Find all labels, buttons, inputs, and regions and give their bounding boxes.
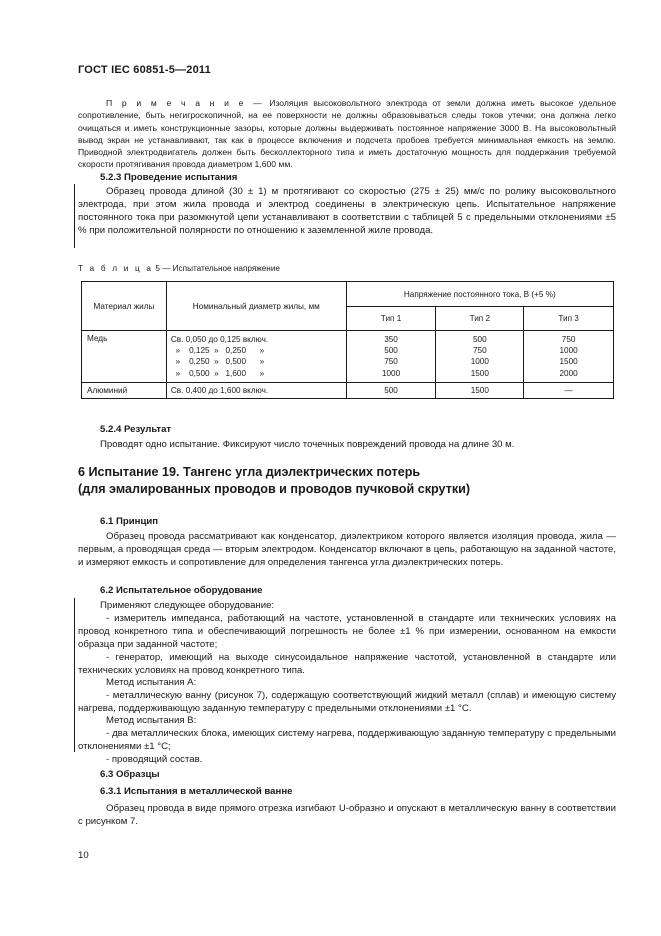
table-cell-material: Медь [82,331,167,383]
table-header-type-3: Тип 3 [524,307,614,331]
section-6-3-title: 6.3 Образцы [100,769,160,780]
table-row [82,383,614,399]
section-5-2-4-text: Проводят одно испытание. Фиксируют число точечных повреждений провода на длине 30 м. [100,439,515,450]
table-caption-label: Т а б л и ц а [78,264,154,273]
table-caption-text: 5 — Испытательное напряжение [153,264,280,273]
table-header-type-1: Тип 1 [346,307,436,331]
section-6-1-text: Образец провода рассматривают как конденсатор, диэлектриком которого является изоляция провода, жила — первым, а проводящая среда — вторым электродом. Конденсатор включают в цепь, работающую на заданной частоте, и измеряют емкость и сопротивление для определения тангенса угла диэлектрических потерь. [78,531,616,568]
table-5-caption [78,264,280,273]
change-bar [74,598,75,752]
section-6-2-item-2: - генератор, имеющий на выходе синусоидальное напряжение частотой, установленной в стандарте или технических условиях на провод конкретного типа. [78,652,616,676]
type-2-values: 500 750 1000 1500 [470,335,489,378]
page-number: 10 [78,850,89,861]
table-row [82,331,614,383]
section-6-3-1-text: Образец провода в виде прямого отрезка изгибают U-образно и опускают в металлическую ванну в соответствии с рисунком 7. [78,803,616,827]
change-bar [74,184,75,248]
section-6-2-intro: Применяют следующее оборудование: [100,600,275,611]
table-header-material: Материал жилы [82,282,167,331]
table-cell-type-1: 500 [346,383,436,399]
section-6-title [78,464,618,498]
section-6-title-line-2: (для эмалированных проводов и проводов пучковой скрутки) [78,482,471,496]
section-5-2-3-title: 5.2.3 Проведение испытания [100,172,238,183]
type-3-values: 750 1000 1500 2000 [559,335,578,378]
table-cell-type-3: — [524,383,614,399]
section-6-title-line-1: 6 Испытание 19. Тангенс угла диэлектрических потерь [78,465,421,479]
section-5-2-4-title: 5.2.4 Результат [100,424,172,435]
section-5-2-3-text: Образец провода длиной (30 ± 1) м протягивают со скоростью (275 ± 25) мм/с по ролику высоковольтного электрода, при этом жила провода и электрод соединены в электрическую цепь. Испытательное напряжение постоянного тока при разомкнутой цепи устанавливают в соответствии с таблицей 5 с предельными отклонениями ±5 % при положительной полярности по отношению к заземленной жиле провода. [78,186,616,236]
table-cell-material: Алюминий [82,383,167,399]
table-cell-type-2: 1500 [436,383,524,399]
table-cell-diameter: Св. 0,400 до 1,600 включ. [166,383,346,399]
method-b-item: - два металлических блока, имеющих систему нагрева, поддерживающую заданную температуру с предельными отклонениями ±1 °С; [78,728,616,752]
diameter-lines: Св. 0,050 до 0,125 включ. » 0,125 » 0,250 » » 0,250 » 0,500 » » 0,500 » 1,600 » [170,335,269,378]
section-6-2-item-1: - измеритель импеданса, работающий на частоте, установленной в стандарте или технических условиях на провод конкретного типа и обеспечивающий погрешность не более ±1 % при измерении, основанном на емкости образца при заданной частоте; [78,613,616,650]
type-1-values: 350 500 750 1000 [381,335,401,378]
section-6-1-title: 6.1 Принцип [100,516,159,527]
table-header-type-2: Тип 2 [436,307,524,331]
table-header-voltage: Напряжение постоянного тока, В (+5 %) [346,282,613,307]
table-cell-type-3 [524,331,614,383]
table-5 [81,281,614,399]
table-header-diameter: Номинальный диаметр жилы, мм [166,282,346,331]
table-cell-diameter [166,331,346,383]
note-paragraph [78,97,616,171]
method-b-item-2: - проводящий состав. [106,754,203,765]
section-6-2-title: 6.2 Испытательное оборудование [100,585,263,596]
note-text: Изоляция высоковольтного электрода от земли должна иметь высокое удельное сопротивление, быть негигроскопичной, на ее поверхности не должны образовываться следы токов утечки; она должна легко очищаться и иметь конструкционные зазоры, которые должны выдерживать постоянное напряжение 3000 В. На высоковольтный вывод экран не устанавливают, так как в процессе включения и подсчета пробоев требуется минимальная емкость на землю. Приводной электродвигатель должен быть бесколлекторного типа и иметь достаточную мощность для поддержания требуемой скорости протягивания провода диаметром 1,600 мм. [78,98,617,170]
table-cell-type-1 [346,331,436,383]
table-cell-type-2 [436,331,524,383]
document-header: ГОСТ IEC 60851-5—2011 [78,64,211,76]
section-6-3-1-title: 6.3.1 Испытания в металлической ванне [100,786,293,797]
note-label: П р и м е ч а н и е — [106,98,264,108]
method-a-item: - металлическую ванну (рисунок 7), содержащую соответствующий жидкий металл (сплав) и имеющую систему нагрева, поддерживающую заданную температуру с предельными отклонениями ±1 °С. [78,690,616,714]
method-b-label: Метод испытания В: [106,715,197,726]
method-a-label: Метод испытания А: [106,677,197,688]
